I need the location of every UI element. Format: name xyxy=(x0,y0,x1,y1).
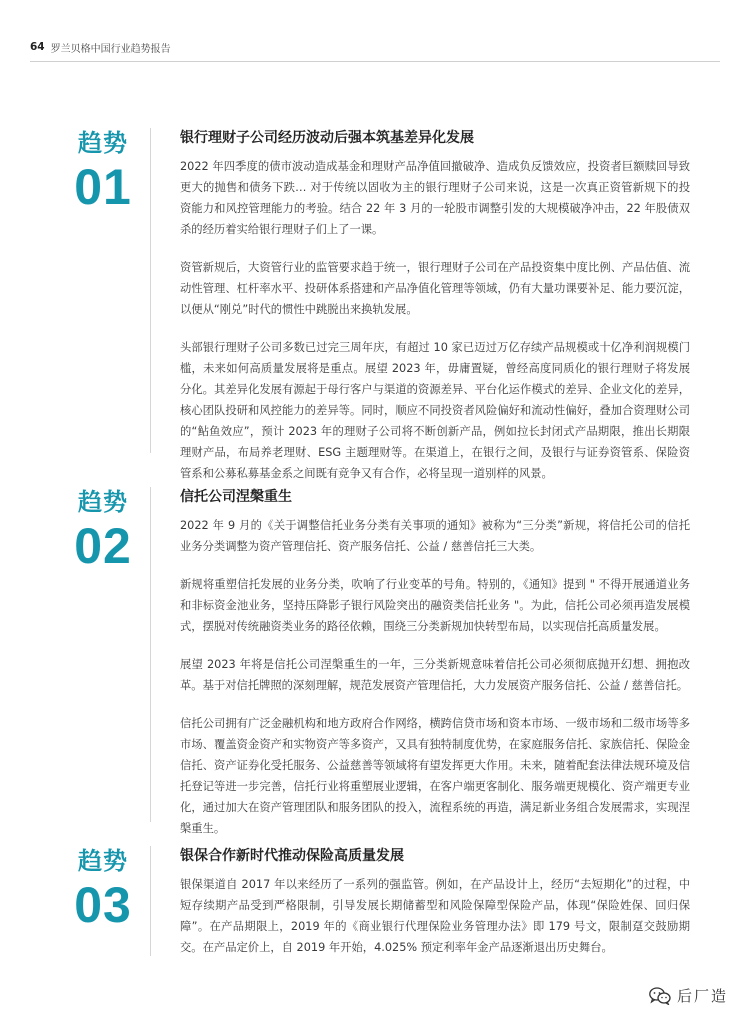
wechat-icon xyxy=(649,987,671,1005)
paragraph: 新规将重塑信托发展的业务分类，吹响了行业变革的号角。特别的，《通知》提到 " 不得开展通道业务和非标资金池业务，坚持压降影子银行风险突出的融资类信托业务 "。为此，信托公司必须再造发展模式，摆脱对传统融资类业务的路径依赖，围绕三分类新规加快转型布局，以实现信托高质量发展。 xyxy=(180,578,690,633)
section-title: 信托公司涅槃重生 xyxy=(180,489,292,505)
page-number: 64 xyxy=(30,41,45,53)
section-divider-line xyxy=(150,487,151,822)
trend-badge xyxy=(68,128,138,215)
paragraph: 资管新规后，大资管行业的监管要求趋于统一，银行理财子公司在产品投资集中度比例、产品估值、流动性管理、杠杆率水平、投研体系搭建和产品净值化管理等领域，仍有大量功课要补足、能力要沉淀，以便从“刚兑”时代的惯性中跳脱出来换轨发展。 xyxy=(180,261,690,316)
trend-number: 01 xyxy=(74,159,132,215)
trend-label: 趋势 xyxy=(78,847,128,875)
paragraph: 展望 2023 年将是信托公司涅槃重生的一年，三分类新规意味着信托公司必须彻底抛开幻想、拥抱改革。基于对信托牌照的深刻理解，规范发展资产管理信托，大力发展资产服务信托、公益 / 慈善信托。 xyxy=(180,658,690,692)
section-title: 银保合作新时代推动保险高质量发展 xyxy=(180,848,404,864)
trend-number: 02 xyxy=(74,518,132,574)
section-content xyxy=(180,487,690,856)
section-divider-line xyxy=(150,846,151,956)
trend-section-03 xyxy=(0,846,750,956)
trend-section-02 xyxy=(0,487,750,835)
trend-badge xyxy=(68,487,138,574)
trend-section-01 xyxy=(0,128,750,480)
watermark xyxy=(649,985,728,1006)
paragraph: 2022 年四季度的债市波动造成基金和理财产品净值回撤破净、造成负反馈效应，投资者巨额赎回导致更大的抛售和债务下跌… 对于传统以固收为主的银行理财子公司来说，这是一次真正资管新规下的投资能力和风控管理能力的考验。结合 22 年 3 月的一轮股市调整引发的大规模破净冲击，22 年股债双杀的经历着实给银行理财子们上了一课。 xyxy=(180,160,690,236)
trend-label: 趋势 xyxy=(78,129,128,157)
paragraph: 信托公司拥有广泛金融机构和地方政府合作网络，横跨信贷市场和资本市场、一级市场和二级市场等多市场、覆盖资金资产和实物资产等多资产，又具有独特制度优势，在家庭服务信托、家族信托、保险金信托、资产证券化受托服务、公益慈善等领域将有望发挥更大作用。未来，随着配套法律法规环境及信托登记等进一步完善，信托行业将重塑展业逻辑，在客户端更客制化、服务端更规模化、资产端更专业化，通过加大在资产管理团队和服务团队的投入，流程系统的再造，满足新业务组合发展需求，实现涅槃重生。 xyxy=(180,717,690,835)
watermark-text: 后厂造 xyxy=(676,987,728,1005)
paragraph: 头部银行理财子公司多数已过完三周年庆，有超过 10 家已迈过万亿存续产品规模或十亿净利润规模门槛，未来如何高质量发展将是重点。展望 2023 年，毋庸置疑，曾经高度同质化的银行理财子将发展分化。其差异化发展有源起于母行客户与渠道的资源差异、平台化运作模式的差异、企业文化的差异，核心团队投研和风控能力的差异等。同时，顺应不同投资者风险偏好和流动性偏好，叠加合资理财公司的“鲇鱼效应”，预计 2023 年的理财子公司将不断创新产品，例如拉长封闭式产品期限，推出长期限理财产品，布局养老理财、ESG 主题理财等。在渠道上，在银行之间，及银行与证券资管系、保险资管系和公募私募基金系之间既有竞争又有合作，必将呈现一道别样的风景。 xyxy=(180,341,690,480)
section-title: 银行理财子公司经历波动后强本筑基差异化发展 xyxy=(180,130,474,146)
page-header xyxy=(30,40,171,54)
trend-label: 趋势 xyxy=(78,488,128,516)
section-content xyxy=(180,128,690,501)
trend-number: 03 xyxy=(74,877,132,933)
section-divider-line xyxy=(150,128,151,453)
paragraph: 银保渠道自 2017 年以来经历了一系列的强监管。例如，在产品设计上，经历“去短期化”的过程，中短存续期产品受到严格限制，引导发展长期储蓄型和风险保障型保险产品，体现“保险姓保、回归保障”。在产品期限上，2019 年的《商业银行代理保险业务管理办法》即 179 号文，限制趸交鼓励期交。在产品定价上，自 2019 年开始，4.025% 预定利率年金产品逐渐退出历史舞台。 xyxy=(180,878,690,954)
header-divider xyxy=(30,61,720,62)
paragraph: 2022 年 9 月的《关于调整信托业务分类有关事项的通知》被称为“三分类”新规，将信托公司的信托业务分类调整为资产管理信托、资产服务信托、公益 / 慈善信托三大类。 xyxy=(180,519,690,553)
trend-badge xyxy=(68,846,138,933)
section-content xyxy=(180,846,690,975)
report-title: 罗兰贝格中国行业趋势报告 xyxy=(50,43,171,55)
